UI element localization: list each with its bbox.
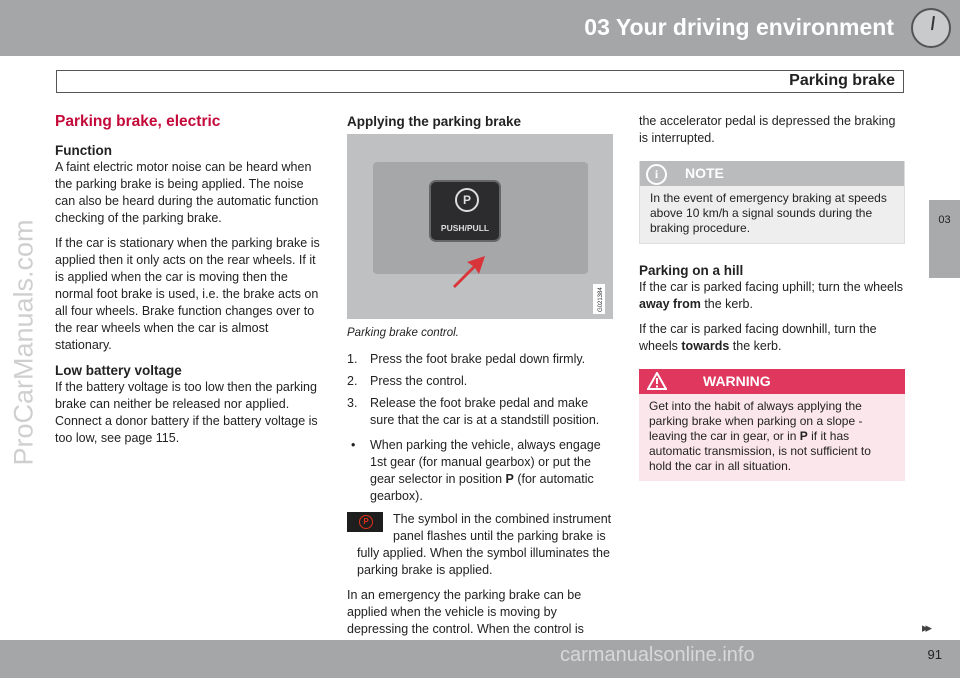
speedometer-icon (911, 8, 951, 48)
uphill-text-start: If the car is parked facing uphill; turn the wheels (639, 280, 904, 294)
footer-watermark: carmanualsonline.info (560, 644, 755, 666)
uphill-text (639, 279, 905, 313)
chapter-side-tab[interactable] (929, 200, 960, 278)
battery-heading: Low battery voltage (55, 363, 182, 378)
emergency-text: In an emergency the parking brake can be applied when the vehicle is moving by depressing the control. When the control is (347, 588, 584, 636)
p-circle-icon: P (455, 188, 479, 212)
footer-band (0, 640, 960, 678)
bullet-text-end: (for automatic gearbox). (370, 472, 594, 503)
bullet-item (347, 437, 613, 505)
column-3 (639, 113, 905, 481)
bullet-marker: • (351, 438, 356, 452)
header-band (0, 0, 960, 56)
figure-code-text: G021384 (598, 287, 604, 312)
note-header (640, 161, 904, 186)
hill-heading: Parking on a hill (639, 263, 744, 278)
step-item (347, 351, 613, 368)
side-watermark: ProCarManuals.com (8, 219, 39, 466)
column-1 (55, 113, 322, 455)
step-item (347, 373, 613, 390)
symbol-paragraph (347, 511, 613, 579)
note-text: In the event of emergency braking at speeds above 10 km/h a signal sounds during the braking procedure. (650, 191, 887, 235)
uphill-text-end: the kerb. (700, 297, 753, 311)
section-title: Parking brake (789, 72, 895, 89)
step-text: Press the foot brake pedal down firmly. (370, 352, 586, 366)
function-text: A faint electric motor noise can be heard when the parking brake is being applied. The noise can also be heard during the automatic function checking of the parking brake. (55, 160, 319, 225)
figure-code (593, 284, 605, 314)
battery-text: If the battery voltage is too low then the parking brake can neither be released nor applied. Connect a donor battery if the battery voltage is too low, see page 115. (55, 380, 318, 445)
warning-triangle-icon (647, 372, 667, 390)
warning-bold: P (799, 429, 808, 443)
applying-heading: Applying the parking brake (347, 114, 522, 129)
info-icon: i (646, 164, 667, 185)
downhill-text (639, 321, 905, 355)
section-title-bar (56, 70, 904, 93)
column-2 (347, 113, 613, 663)
warning-title: WARNING (703, 373, 771, 389)
gauge-needle (931, 16, 935, 30)
continued-text: the accelerator pedal is depressed the braking is interrupted. (639, 114, 896, 145)
step-item (347, 395, 613, 429)
warning-header (639, 369, 905, 394)
downhill-text-end: the kerb. (729, 339, 782, 353)
side-tab-label: 03 (938, 214, 951, 226)
step-number: 3. (347, 396, 358, 410)
push-pull-button (429, 180, 501, 242)
step-number: 2. (347, 374, 358, 388)
red-arrow-icon (447, 252, 487, 288)
downhill-text-start: If the car is parked facing downhill, turn the wheels (639, 322, 877, 353)
warning-box (639, 369, 905, 481)
warning-text (639, 394, 905, 481)
warning-text-start: Get into the habit of always applying the parking brake when parking on a slope - leaving the car in gear, or in (649, 399, 863, 443)
steps-list (347, 351, 613, 505)
page-number: 91 (927, 647, 942, 662)
note-title: NOTE (685, 165, 724, 181)
parking-brake-photo (347, 134, 613, 319)
continue-arrow-icon: ▸▸ (922, 620, 930, 635)
parking-brake-symbol-icon: P (347, 512, 383, 532)
step-text: Release the foot brake pedal and make sure that the car is at a standstill position. (370, 396, 600, 427)
uphill-bold: away from (639, 297, 701, 311)
symbol-text: The symbol in the combined instrument panel flashes until the parking brake is fully applied. When the symbol illuminates the parking brake is applied. (357, 512, 612, 577)
stationary-text: If the car is stationary when the parking brake is applied then it only acts on the rear wheels. If it is applied when the car is moving then the normal foot brake is used, i.e. the brake acts on all four wheels. Brake function changes over to the rear wheels when the car is almost stationary. (55, 236, 320, 352)
main-heading: Parking brake, electric (55, 113, 221, 130)
step-number: 1. (347, 352, 358, 366)
note-box (639, 161, 905, 244)
photo-caption: Parking brake control. (347, 327, 459, 339)
warning-text-end: if it has automatic transmission, is not sufficient to hold the car in all situation. (649, 429, 871, 473)
push-pull-label: PUSH/PULL (440, 223, 490, 233)
function-heading: Function (55, 143, 112, 158)
downhill-bold: towards (681, 339, 730, 353)
bullet-bold: P (505, 472, 514, 486)
step-text: Press the control. (370, 374, 468, 388)
bullet-text: When parking the vehicle, always engage 1st gear (for manual gearbox) or put the gear selector in position (370, 438, 601, 486)
chapter-title: 03 Your driving environment (584, 14, 894, 40)
